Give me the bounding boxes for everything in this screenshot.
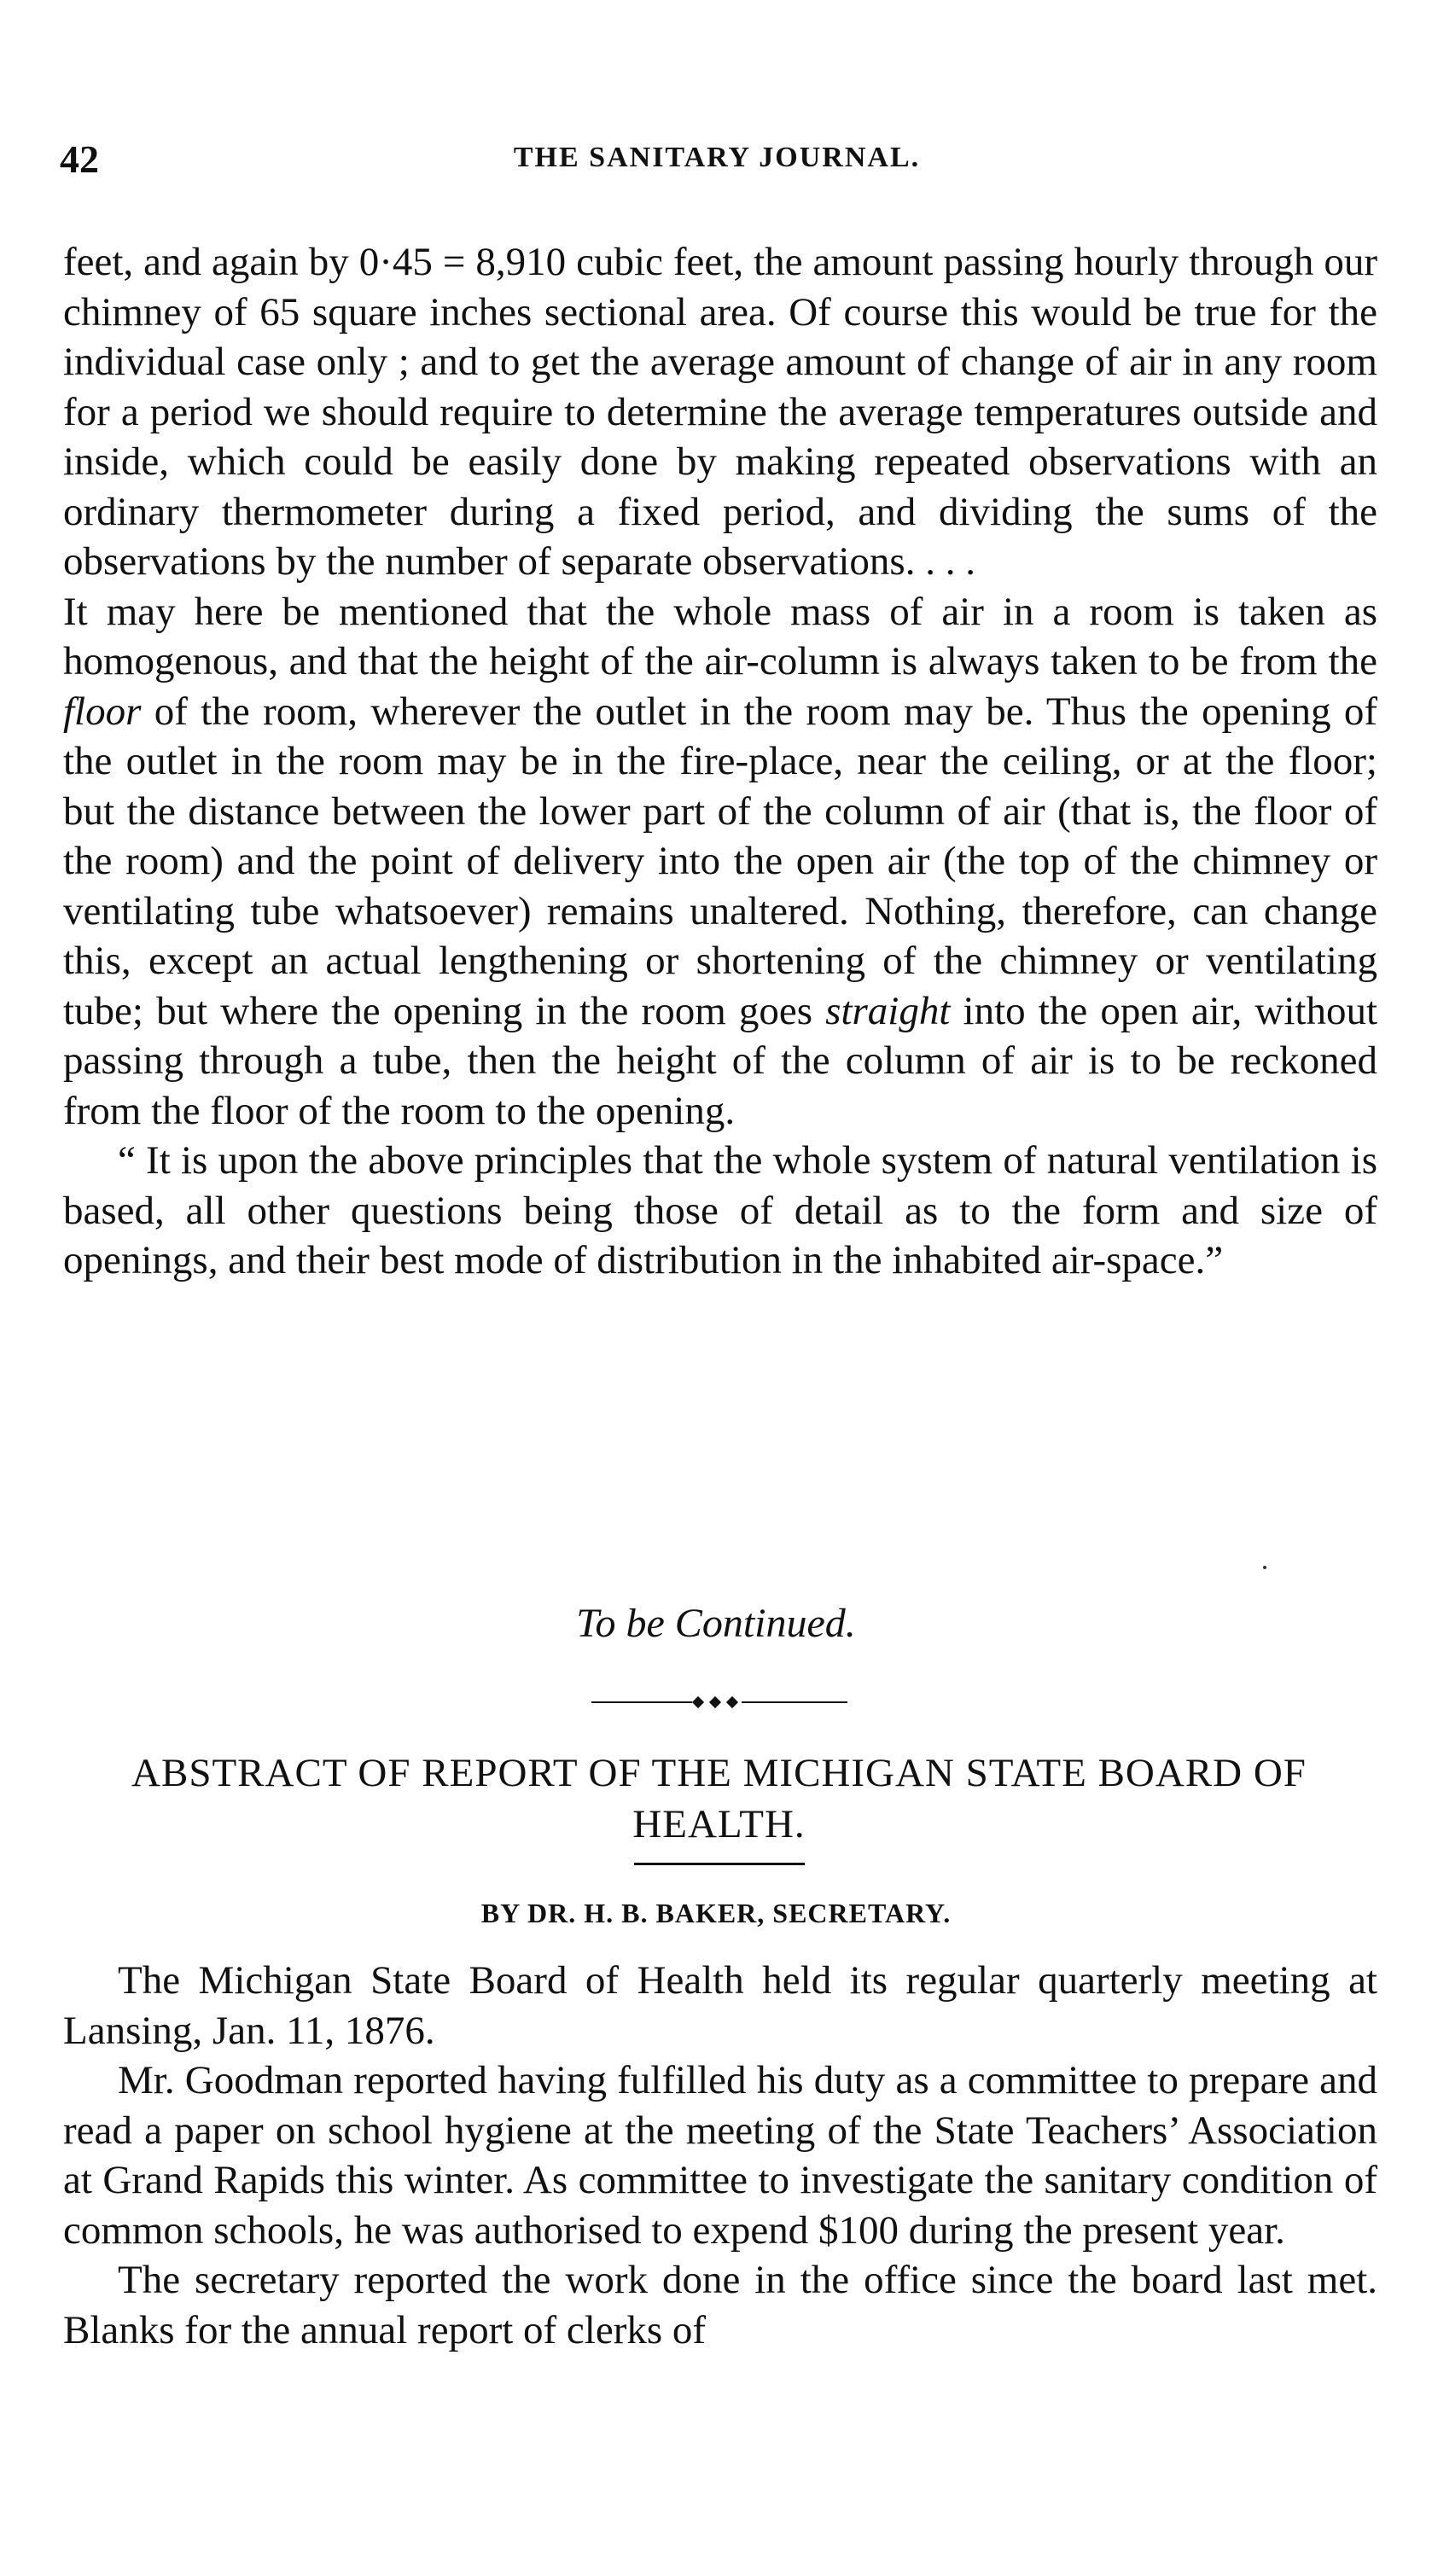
emphasis-text: straight bbox=[825, 988, 951, 1033]
text-run: into the open air, without passing through a tube, then the height of the column of air is to be reckoned from the floor of the room to the opening. bbox=[63, 988, 1377, 1133]
paragraph: Mr. Goodman reported having fulfilled his duty as a committee to prepare and read a paper on school hygiene at the meeting of the State Teachers’ Association at Grand Rapids this winter. As committee to investigate the sanitary condition of common schools, he was authorised to expend $100 during the present year. bbox=[63, 2058, 1377, 2253]
text-run: of the room, wherever the outlet in the room may be. Thus the opening of the outlet in the room may be in the fire-place, near the ceiling, or at the floor; but the distance between the lower part of the column of air (that is, the floor of the room) and the point of delivery into the open air (the top of the chimney or ventilating tube whatsoever) remains unaltered. Nothing, therefore, can change this, except an actual lengthening or shortening of the chimney or ventilating tube; but where the opening in the room goes bbox=[63, 689, 1377, 1033]
to-be-continued-note: To be Continued. bbox=[576, 1601, 856, 1646]
continued-article-text bbox=[63, 237, 1377, 1286]
title-rule bbox=[634, 1863, 805, 1865]
article-title: ABSTRACT OF REPORT OF THE MICHIGAN STATE BOARD OF HEALTH. bbox=[131, 1751, 1307, 1846]
divider-diamond bbox=[709, 1696, 721, 1708]
divider-diamond bbox=[726, 1696, 738, 1708]
page-number: 42 bbox=[60, 137, 99, 181]
paragraph: The secretary reported the work done in the office since the board last met. Blanks for the annual report of clerks of bbox=[63, 2258, 1377, 2352]
divider-line bbox=[591, 1701, 692, 1703]
paragraph: feet, and again by 0·45 = 8,910 cubic feet, the amount passing hourly through our chimney of 65 square inches sectional area. Of course this would be true for the individual case only ; and to get the average amount of change of air in any room for a period we should require to determine the average temperatures outside and inside, which could be easily done by making repeated observations with an ordinary thermometer during a fixed period, and dividing the sums of the observations by the number of separate observations. . . . bbox=[63, 240, 1377, 584]
section-divider-ornament bbox=[591, 1698, 847, 1707]
divider-line bbox=[742, 1701, 847, 1703]
quoted-paragraph: “ It is upon the above principles that the whole system of natural ventilation is based, all other questions being those of detail as to the form and size of openings, and their best mode of distribution in the inhabited air-space.” bbox=[63, 1138, 1377, 1282]
running-head bbox=[60, 137, 1374, 188]
paragraph bbox=[63, 587, 1377, 1137]
emphasis-text: floor bbox=[63, 689, 142, 734]
article-byline: BY DR. H. B. BAKER, SECRETARY. bbox=[480, 1898, 952, 1928]
divider-diamond bbox=[692, 1696, 704, 1708]
text-run: It may here be mentioned that the whole mass of air in a room is taken as homogenous, and that the height of the air-column is always taken to be from the bbox=[63, 589, 1377, 683]
article-body bbox=[63, 1956, 1377, 2355]
print-speck bbox=[1263, 1566, 1266, 1569]
paragraph: The Michigan State Board of Health held its regular quarterly meeting at Lansing, Jan. 11, 1876. bbox=[63, 1958, 1377, 2053]
journal-title: THE SANITARY JOURNAL. bbox=[513, 142, 921, 173]
